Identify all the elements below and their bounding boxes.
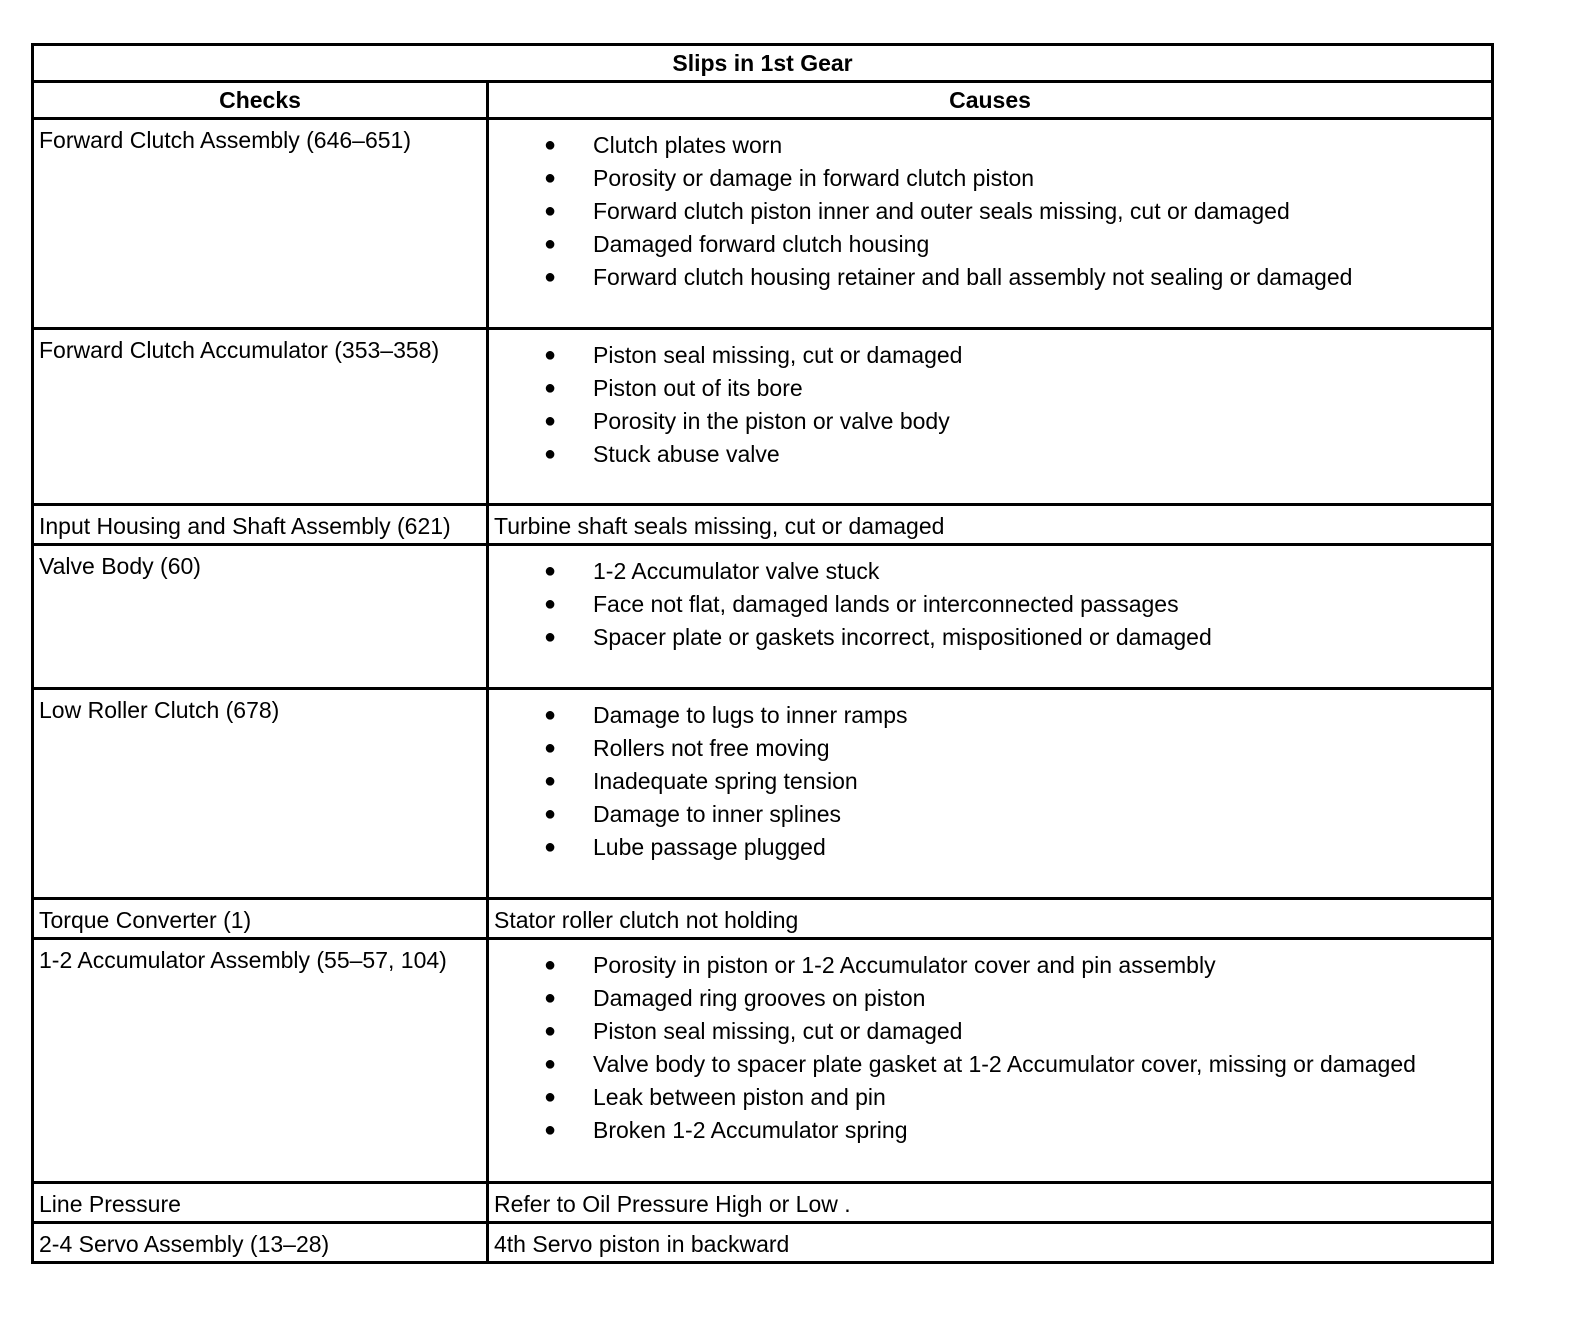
table-row — [33, 119, 1493, 329]
table-row — [33, 1183, 1493, 1223]
bullet-icon: ● — [544, 233, 557, 255]
cause-item: ● Piston seal missing, cut or damaged — [489, 1015, 1491, 1048]
cause-item: ● Inadequate spring tension — [489, 765, 1491, 798]
cause-item: ● Porosity in the piston or valve body — [489, 405, 1491, 438]
cause-item: ● Leak between piston and pin — [489, 1081, 1491, 1114]
bullet-icon: ● — [544, 344, 557, 366]
cause-item: ● Face not flat, damaged lands or interconnected passages — [489, 588, 1491, 621]
causes-cell — [488, 689, 1493, 899]
causes-list — [489, 555, 1491, 654]
column-header-causes: Causes — [488, 82, 1493, 119]
bullet-icon: ● — [544, 1053, 557, 1075]
table-row — [33, 689, 1493, 899]
cause-item: ● Lube passage plugged — [489, 831, 1491, 864]
check-cell: Valve Body (60) — [33, 545, 488, 689]
cause-item: ● Piston out of its bore — [489, 372, 1491, 405]
bullet-icon: ● — [544, 803, 557, 825]
title-row — [33, 45, 1493, 82]
cause-item: ● 1-2 Accumulator valve stuck — [489, 555, 1491, 588]
cause-item: ● Rollers not free moving — [489, 732, 1491, 765]
bullet-icon: ● — [544, 737, 557, 759]
bullet-icon: ● — [544, 266, 557, 288]
cause-item: ● Damage to inner splines — [489, 798, 1491, 831]
bullet-icon: ● — [544, 836, 557, 858]
cause-item: ● Damaged forward clutch housing — [489, 228, 1491, 261]
cause-item: ● Porosity in piston or 1-2 Accumulator cover and pin assembly — [489, 949, 1491, 982]
causes-list — [489, 129, 1491, 294]
table-row — [33, 329, 1493, 505]
causes-cell — [488, 939, 1493, 1183]
table-row — [33, 899, 1493, 939]
check-cell: Input Housing and Shaft Assembly (621) — [33, 505, 488, 545]
causes-list — [489, 699, 1491, 864]
bullet-icon: ● — [544, 954, 557, 976]
bullet-icon: ● — [544, 410, 557, 432]
bullet-icon: ● — [544, 704, 557, 726]
cause-item: ● Forward clutch piston inner and outer seals missing, cut or damaged — [489, 195, 1491, 228]
cause-item: ● Damaged ring grooves on piston — [489, 982, 1491, 1015]
bullet-icon: ● — [544, 1086, 557, 1108]
bullet-icon: ● — [544, 770, 557, 792]
cause-item: ● Spacer plate or gaskets incorrect, mispositioned or damaged — [489, 621, 1491, 654]
check-cell: 1-2 Accumulator Assembly (55–57, 104) — [33, 939, 488, 1183]
causes-cell — [488, 329, 1493, 505]
causes-cell — [488, 119, 1493, 329]
column-header-checks: Checks — [33, 82, 488, 119]
check-cell: Torque Converter (1) — [33, 899, 488, 939]
cause-item: ● Clutch plates worn — [489, 129, 1491, 162]
causes-list — [489, 949, 1491, 1147]
bullet-icon: ● — [544, 443, 557, 465]
bullet-icon: ● — [544, 626, 557, 648]
table-row — [33, 939, 1493, 1183]
cause-item: ● Forward clutch housing retainer and ball assembly not sealing or damaged — [489, 261, 1491, 294]
cause-item: ● Damage to lugs to inner ramps — [489, 699, 1491, 732]
check-cell: Low Roller Clutch (678) — [33, 689, 488, 899]
bullet-icon: ● — [544, 593, 557, 615]
causes-list — [489, 339, 1491, 471]
cause-item: ● Stuck abuse valve — [489, 438, 1491, 471]
bullet-icon: ● — [544, 200, 557, 222]
cause-item: ● Broken 1-2 Accumulator spring — [489, 1114, 1491, 1147]
bullet-icon: ● — [544, 377, 557, 399]
bullet-icon: ● — [544, 167, 557, 189]
bullet-icon: ● — [544, 987, 557, 1009]
check-cell: Line Pressure — [33, 1183, 488, 1223]
cause-cell: 4th Servo piston in backward — [488, 1223, 1493, 1263]
cause-item: ● Porosity or damage in forward clutch piston — [489, 162, 1491, 195]
bullet-icon: ● — [544, 1020, 557, 1042]
check-cell: 2-4 Servo Assembly (13–28) — [33, 1223, 488, 1263]
table-title: Slips in 1st Gear — [33, 45, 1493, 82]
bullet-icon: ● — [544, 134, 557, 156]
cause-cell: Stator roller clutch not holding — [488, 899, 1493, 939]
diagnostic-table — [31, 43, 1494, 1264]
cause-item: ● Piston seal missing, cut or damaged — [489, 339, 1491, 372]
cause-cell: Turbine shaft seals missing, cut or damaged — [488, 505, 1493, 545]
table-row — [33, 505, 1493, 545]
cause-item: ● Valve body to spacer plate gasket at 1-2 Accumulator cover, missing or damaged — [489, 1048, 1491, 1081]
table-row — [33, 1223, 1493, 1263]
check-cell: Forward Clutch Assembly (646–651) — [33, 119, 488, 329]
bullet-icon: ● — [544, 560, 557, 582]
header-row — [33, 82, 1493, 119]
table-row — [33, 545, 1493, 689]
check-cell: Forward Clutch Accumulator (353–358) — [33, 329, 488, 505]
causes-cell — [488, 545, 1493, 689]
cause-cell: Refer to Oil Pressure High or Low . — [488, 1183, 1493, 1223]
bullet-icon: ● — [544, 1119, 557, 1141]
